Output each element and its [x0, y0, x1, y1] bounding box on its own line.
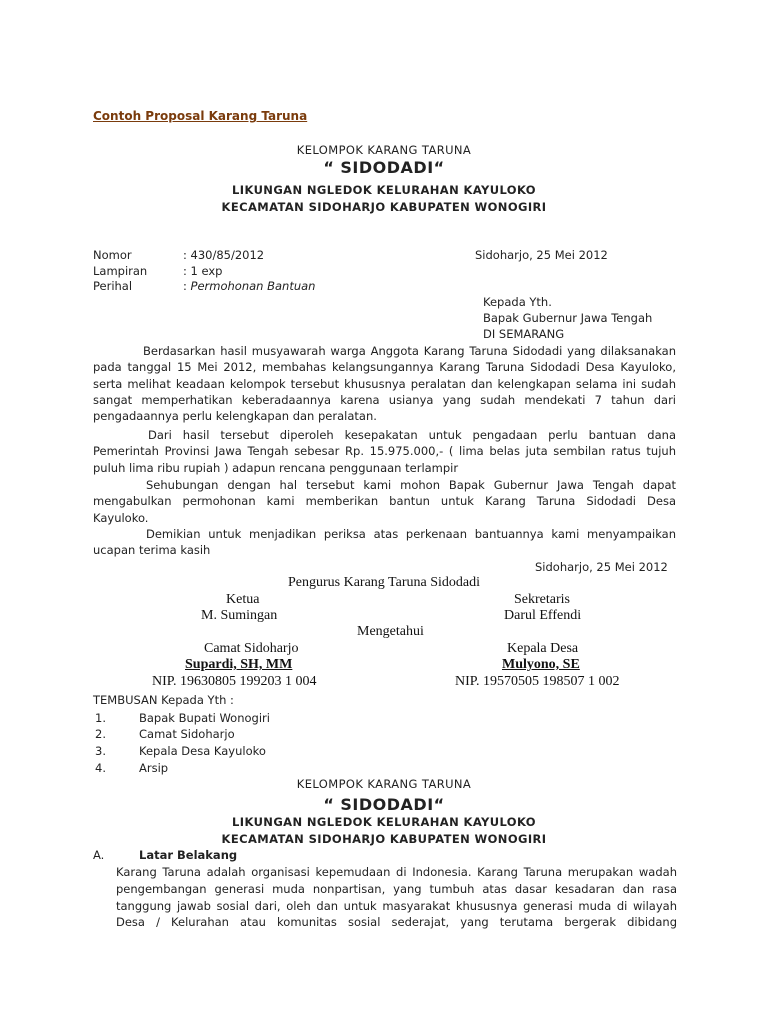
- p1-line: Berdasarkan hasil musyawarah warga Anggota Karang Taruna Sidodadi yang dilaksanakan: [143, 344, 676, 358]
- p3-line: mengabulkan permohonan kami memberikan bantun untuk Karang Taruna Sidodadi Desa: [93, 494, 676, 509]
- tembusan-item: Kepala Desa Kayuloko: [139, 744, 266, 758]
- section-line: tanggung jawab sosial dari, oleh dan untuk masyarakat khususnya generasi muda di wilayah: [116, 898, 677, 913]
- letter-date: Sidoharjo, 25 Mei 2012: [475, 248, 608, 262]
- header-district-line-2: KECAMATAN SIDOHARJO KABUPATEN WONOGIRI: [221, 832, 547, 846]
- document-title-link[interactable]: Contoh Proposal Karang Taruna: [93, 109, 308, 123]
- perihal-value-wrap: [183, 279, 315, 293]
- mengetahui-label: Mengetahui: [357, 624, 424, 639]
- section-line: Desa / Kelurahan atau komunitas sosial sederajat, yang terutama bergerak dibidang: [116, 915, 677, 930]
- p2-line: Pemerintah Provinsi Jawa Tengah sebesar Rp. 15.975.000,- ( lima belas juta sembilan ratus tujuh: [93, 444, 676, 459]
- perihal-colon: :: [183, 279, 191, 293]
- tembusan-num: 2.: [95, 727, 106, 741]
- p3-line: Sehubungan dengan hal tersebut kami mohon Bapak Gubernur Jawa Tengah dapat: [146, 478, 676, 492]
- tembusan-num: 4.: [95, 761, 106, 775]
- camat-title: Camat Sidoharjo: [204, 641, 299, 656]
- nomor-value: : 430/85/2012: [183, 248, 265, 262]
- p1-line: serta melihat keadaan kelompok tersebut khususnya peralatan dan kelengkapan selama ini sudah: [93, 376, 676, 391]
- kades-nip: NIP. 19570505 198507 1 002: [455, 674, 620, 689]
- tembusan-heading: TEMBUSAN Kepada Yth :: [93, 693, 234, 707]
- kades-name: Mulyono, SE: [502, 657, 580, 672]
- sekretaris-name: Darul Effendi: [504, 608, 582, 623]
- header-address-line: LIKUNGAN NGLEDOK KELURAHAN KAYULOKO: [232, 183, 536, 197]
- tembusan-item: Arsip: [139, 761, 169, 775]
- p2-line: puluh lima ribu rupiah ) adapun rencana penggunaan terlampir: [93, 460, 459, 475]
- p3-line: Kayuloko.: [93, 510, 149, 525]
- camat-name: Supardi, SH, MM: [185, 657, 293, 672]
- body-paragraph-1: [93, 343, 676, 424]
- camat-nip: NIP. 19630805 199203 1 004: [152, 674, 317, 689]
- signature-org: Pengurus Karang Taruna Sidodadi: [287, 575, 480, 590]
- recipient-line-3: DI SEMARANG: [483, 327, 565, 341]
- p4-line: Demikian untuk menjadikan periksa atas perkenaan bantuannya kami menyampaikan: [146, 527, 676, 541]
- header-district-line: KECAMATAN SIDOHARJO KABUPATEN WONOGIRI: [221, 200, 547, 214]
- recipient-line-2: Bapak Gubernur Jawa Tengah: [483, 311, 653, 325]
- lampiran-label: Lampiran: [93, 264, 148, 278]
- body-paragraph-2: [93, 427, 676, 476]
- section-line: Karang Taruna adalah organisasi kepemudaan di Indonesia. Karang Taruna merupakan wadah: [116, 865, 677, 879]
- body-paragraph-4: [93, 526, 676, 559]
- section-line: pengembangan generasi muda nonpartisan, yang tumbuh atas dasar kesadaran dan rasa: [116, 881, 677, 896]
- header-address-line-2: LIKUNGAN NGLEDOK KELURAHAN KAYULOKO: [232, 815, 536, 829]
- tembusan-num: 3.: [95, 744, 106, 758]
- signature-date: Sidoharjo, 25 Mei 2012: [535, 560, 668, 574]
- tembusan-num: 1.: [95, 711, 106, 725]
- header-org-line-2: KELOMPOK KARANG TARUNA: [296, 777, 472, 791]
- nomor-label: Nomor: [93, 248, 132, 262]
- header-org-name-2: “ SIDODADI“: [323, 795, 445, 814]
- kades-title: Kepala Desa: [507, 641, 579, 656]
- section-title: Latar Belakang: [139, 848, 238, 862]
- p1-line: pada tanggal 15 Mei 2012, membahas kelangsungannya Karang Taruna Sidodadi Desa Kayuloko,: [93, 360, 676, 375]
- p2-line: Dari hasil tersebut diperoleh kesepakatan untuk pengadaan perlu bantuan dana: [148, 428, 676, 442]
- header-org-name: “ SIDODADI“: [323, 158, 445, 177]
- ketua-name: M. Sumingan: [201, 608, 278, 623]
- p1-line: pengadaannya perlu kelengkapan dan peralatan.: [93, 409, 377, 424]
- tembusan-item: Bapak Bupati Wonogiri: [139, 711, 270, 725]
- perihal-value: Permohonan Bantuan: [190, 279, 316, 293]
- p1-line: sangat memperhatikan keberadaannya karena usianya yang sudah mendekati 7 tahun dari: [93, 392, 676, 407]
- perihal-label: Perihal: [93, 279, 133, 293]
- body-paragraph-3: [93, 477, 676, 526]
- sekretaris-title: Sekretaris: [514, 592, 570, 607]
- ketua-title: Ketua: [226, 592, 260, 607]
- p4-line: ucapan terima kasih: [93, 543, 211, 558]
- recipient-line-1: Kepada Yth.: [483, 295, 552, 309]
- tembusan-item: Camat Sidoharjo: [139, 727, 235, 741]
- lampiran-value: : 1 exp: [183, 264, 223, 278]
- section-paragraph: [116, 864, 677, 931]
- section-letter: A.: [93, 848, 105, 862]
- header-org-line: KELOMPOK KARANG TARUNA: [296, 143, 472, 157]
